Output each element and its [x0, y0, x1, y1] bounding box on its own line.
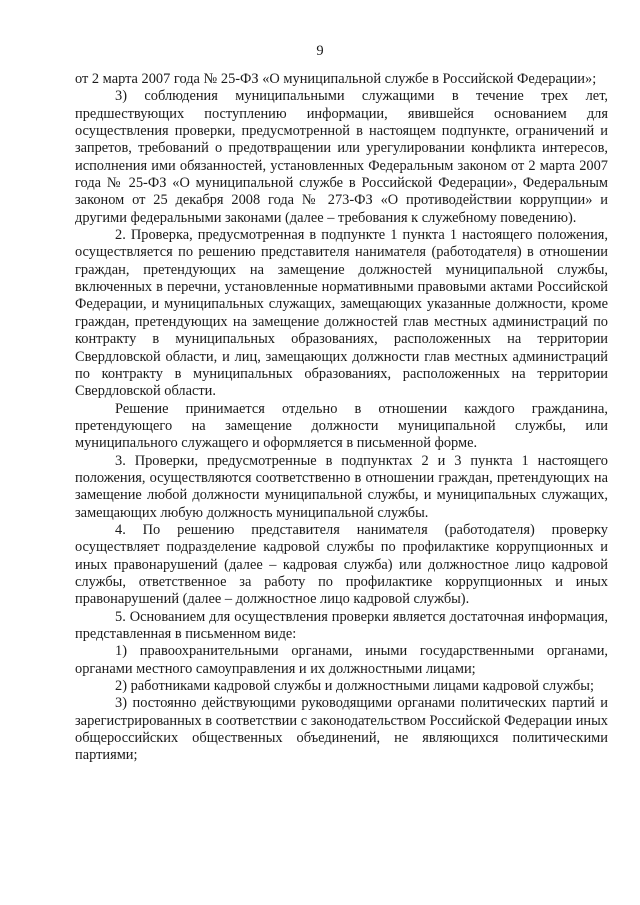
- document-body: [75, 71, 608, 765]
- paragraph-clause-5: 5. Основанием для осуществления проверки является достаточная информация, представленная в письменном виде:: [75, 608, 608, 642]
- paragraph-subitem-1: 1) правоохранительными органами, иными государственными органами, органами местного самоуправления и их должностными лицами;: [75, 643, 608, 677]
- paragraph-subitem-3: 3) постоянно действующими руководящими органами политических партий и зарегистрированных в соответствии с законодательством Российской Федерации иных общероссийских общественных объединений, не являющихся политическими партиями;: [75, 695, 608, 764]
- paragraph-subitem-2: 2) работниками кадровой службы и должностными лицами кадровой службы;: [115, 678, 594, 695]
- paragraph-item-3-compliance: 3) соблюдения муниципальными служащими в течение трех лет, предшествующих поступлению информации, явившейся основанием для осуществления проверки, предусмотренной в настоящем подпункте, ограничений и запретов, требований о предотвращении или урегулировании конфликта интересов, исполнения ими обязанностей, установленных Федеральным законом от 2 марта 2007 года № 25-ФЗ «О муниципальной службе в Российской Федерации», Федеральным законом от 25 декабря 2008 года № 273-ФЗ «О противодействии коррупции» и другими федеральными законами (далее – требования к служебному поведению).: [75, 88, 608, 226]
- paragraph-clause-3: 3. Проверки, предусмотренные в подпунктах 2 и 3 пункта 1 настоящего положения, осуществляются соответственно в отношении граждан, претендующих на замещение любой должности муниципальной службы, и муниципальных служащих, замещающих любую должность муниципальной службы.: [75, 452, 608, 521]
- page-number: 9: [316, 43, 324, 59]
- paragraph-clause-2: 2. Проверка, предусмотренная в подпункте 1 пункта 1 настоящего положения, осуществляется по решению представителя нанимателя (работодателя) в отношении граждан, претендующих на замещение должностей муниципальной службы, включенных в перечни, установленные нормативными правовыми актами Российской Федерации, и муниципальных служащих, замещающих указанные должности, кроме граждан, претендующих на замещение должностей глав местных администраций по контракту в муниципальных образованиях, расположенных на территории Свердловской области, и лиц, замещающих должности глав местных администраций по контракту в муниципальных образованиях, расположенных на территории Свердловской области.: [75, 227, 608, 400]
- paragraph-clause-4: 4. По решению представителя нанимателя (работодателя) проверку осуществляет подразделение кадровой службы по профилактике коррупционных и иных правонарушений (далее – кадровая служба) или должностное лицо кадровой службы, ответственное за работу по профилактике коррупционных и иных правонарушений (далее – должностное лицо кадровой службы).: [75, 521, 608, 608]
- paragraph-continuation: от 2 марта 2007 года № 25-ФЗ «О муниципальной службе в Российской Федерации»;: [75, 71, 597, 87]
- paragraph-decision: Решение принимается отдельно в отношении каждого гражданина, претендующего на замещение должности муниципальной службы, или муниципального служащего и оформляется в письменной форме.: [75, 400, 608, 452]
